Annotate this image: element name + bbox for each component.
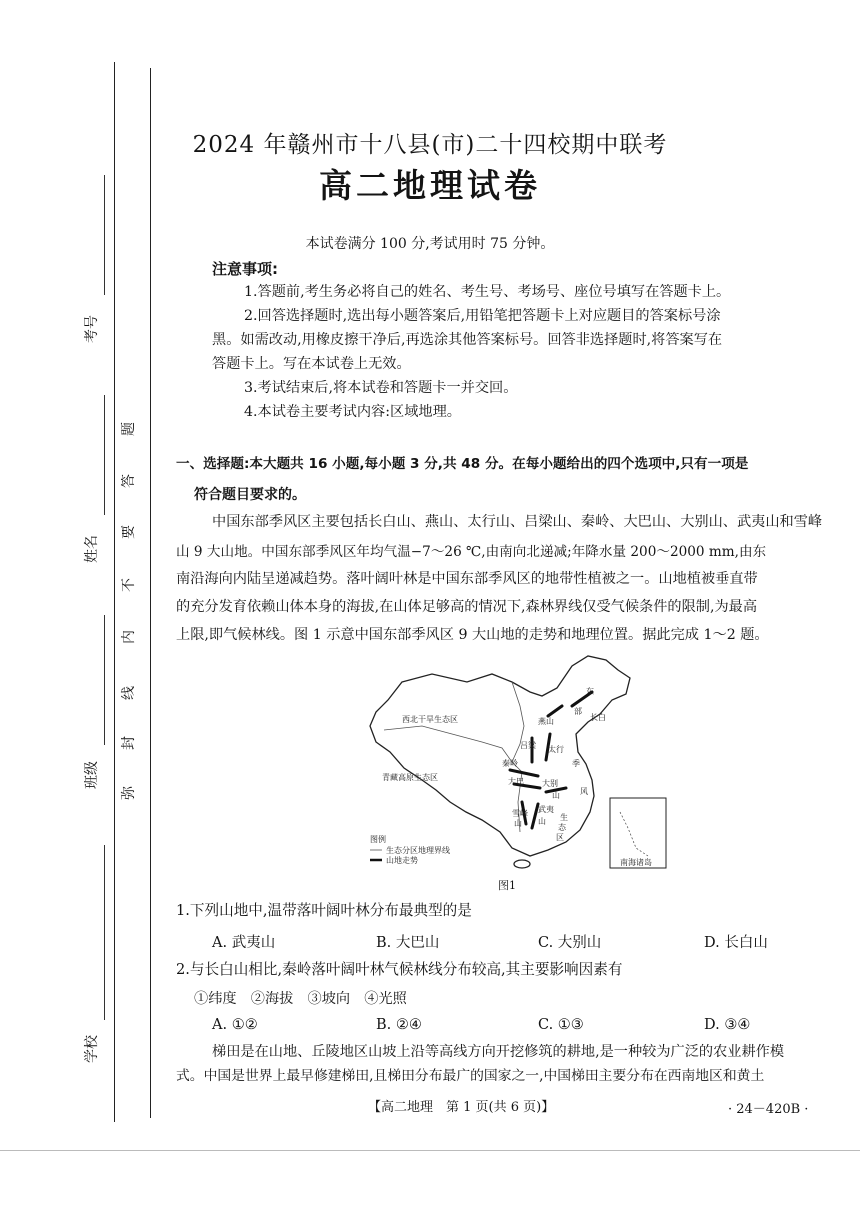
region-label: 东: [586, 687, 594, 696]
south-china-sea-inset: [610, 798, 666, 868]
class-field[interactable]: [104, 615, 105, 745]
binding-line-inner: [150, 68, 151, 1118]
question-2-option-c[interactable]: C. ①③: [538, 1017, 584, 1033]
question-2-option-a[interactable]: A. ①②: [212, 1017, 258, 1033]
section-heading: 一、选择题:本大题共 16 小题,每小题 3 分,共 48 分。在每小题给出的四个选项中,只有一项是: [176, 456, 749, 472]
mountain-label: 吕梁: [520, 741, 536, 750]
question-1-stem: 1.下列山地中,温带落叶阔叶林分布最典型的是: [176, 902, 472, 919]
mountain-label: 山: [552, 791, 560, 800]
passage2-line: 式。中国是世界上最早修建梯田,且梯田分布最广的国家之一,中国梯田主要分布在西南地区和黄土: [176, 1068, 765, 1084]
passage-line: 中国东部季风区主要包括长白山、燕山、太行山、吕梁山、秦岭、大巴山、大别山、武夷山和雪峰: [212, 514, 823, 530]
mountain-label: 太行: [548, 745, 564, 754]
mountain-label: 长白: [590, 713, 606, 722]
seal-char: 线: [121, 686, 137, 700]
mountain-label: 燕山: [538, 717, 554, 726]
section-heading-cont: 符合题目要求的。: [194, 487, 306, 503]
region-label: 青藏高原生态区: [382, 773, 438, 782]
notice-line: 1.答题前,考生务必将自己的姓名、考生号、考场号、座位号填写在答题卡上。: [244, 284, 731, 300]
bottom-rule: [0, 1150, 860, 1151]
notice-line: 4.本试卷主要考试内容:区域地理。: [244, 404, 461, 420]
legend-item: 山地走势: [386, 856, 418, 865]
mountain-label: 雪峰: [512, 809, 528, 818]
seal-char: 封: [121, 736, 137, 750]
region-label: 西北干旱生态区: [402, 715, 458, 724]
question-1-option-b[interactable]: B. 大巴山: [376, 935, 440, 951]
passage-line: 的充分发育依赖山体本身的海拔,在山体足够高的情况下,森林界线仅受气候条件的限制,为最高: [176, 599, 758, 615]
region-label: 态: [558, 823, 566, 832]
figure-caption: 图1: [498, 879, 516, 892]
mountain-label: 大别: [542, 779, 558, 788]
notice-line: 黑。如需改动,用橡皮擦干净后,再选涂其他答案标号。回答非选择题时,将答案写在: [212, 332, 723, 348]
ecoregion-boundaries: [384, 682, 524, 832]
paper-code: · 24－420B ·: [728, 1102, 809, 1117]
region-label: 风: [580, 787, 588, 796]
passage-line: 上限,即气候林线。图 1 示意中国东部季风区 9 大山地的走势和地理位置。据此完成 1～2 题。: [176, 627, 769, 643]
exam-info: 本试卷满分 100 分,考试用时 75 分钟。: [305, 236, 555, 252]
school-field[interactable]: [104, 845, 105, 1020]
seal-char: 不: [121, 578, 137, 592]
question-1-option-a[interactable]: A. 武夷山: [212, 935, 276, 951]
mountain-label: 大巴: [508, 777, 524, 786]
exam-title: 2024 年赣州市十八县(市)二十四校期中联考: [192, 132, 668, 158]
map-legend: [370, 834, 450, 865]
region-label: 生: [560, 813, 568, 822]
notice-heading: 注意事项:: [212, 260, 278, 278]
page-footer: 【高二地理 第 1 页(共 6 页)】: [368, 1100, 555, 1115]
question-2-factors: ①纬度 ②海拔 ③坡向 ④光照: [194, 991, 407, 1007]
label-school: 学校: [84, 1035, 100, 1063]
passage-line: 南沿海向内陆呈递减趋势。落叶阔叶林是中国东部季风区的地带性植被之一。山地植被垂直带: [176, 571, 758, 587]
notice-line: 答题卡上。写在本试卷上无效。: [212, 356, 411, 372]
name-field[interactable]: [104, 395, 105, 515]
mountain-label: 武夷: [538, 805, 554, 814]
region-label: 区: [556, 833, 564, 842]
inset-label: 南海诸岛: [620, 858, 652, 867]
seal-char: 要: [121, 525, 137, 539]
label-exam-number: 考号: [84, 315, 100, 343]
passage-line: 山 9 大山地。中国东部季风区年均气温−7～26 ℃,由南向北递减;年降水量 200～2000 mm,由东: [176, 544, 767, 560]
notice-line: 3.考试结束后,将本试卷和答题卡一并交回。: [244, 380, 518, 396]
question-1-option-d[interactable]: D. 长白山: [704, 935, 768, 951]
question-1-option-c[interactable]: C. 大别山: [538, 935, 602, 951]
region-label: 部: [574, 707, 582, 716]
legend-item: 生态分区地理界线: [386, 846, 450, 855]
seal-char: 题: [121, 422, 137, 436]
legend-title: 图例: [370, 835, 386, 844]
binding-line-outer: [114, 62, 115, 1122]
mountain-label: 山: [514, 819, 522, 828]
china-map-figure: [362, 652, 672, 874]
region-label: 季: [572, 759, 580, 768]
label-class: 班级: [84, 761, 100, 789]
mountain-label: 秦岭: [502, 759, 518, 768]
question-2-stem: 2.与长白山相比,秦岭落叶阔叶林气候林线分布较高,其主要影响因素有: [176, 961, 623, 978]
passage2-line: 梯田是在山地、丘陵地区山坡上沿等高线方向开挖修筑的耕地,是一种较为广泛的农业耕作模: [212, 1044, 785, 1060]
question-2-option-d[interactable]: D. ③④: [704, 1017, 751, 1033]
notice-line: 2.回答选择题时,选出每小题答案后,用铅笔把答题卡上对应题目的答案标号涂: [244, 308, 721, 324]
seal-char: 弥: [121, 786, 137, 800]
mountain-label: 山: [538, 817, 546, 826]
question-2-option-b[interactable]: B. ②④: [376, 1017, 422, 1033]
seal-char: 内: [121, 630, 137, 644]
paper-title: 高二地理试卷: [319, 166, 541, 205]
label-name: 姓名: [84, 535, 100, 563]
seal-char: 答: [121, 474, 137, 488]
